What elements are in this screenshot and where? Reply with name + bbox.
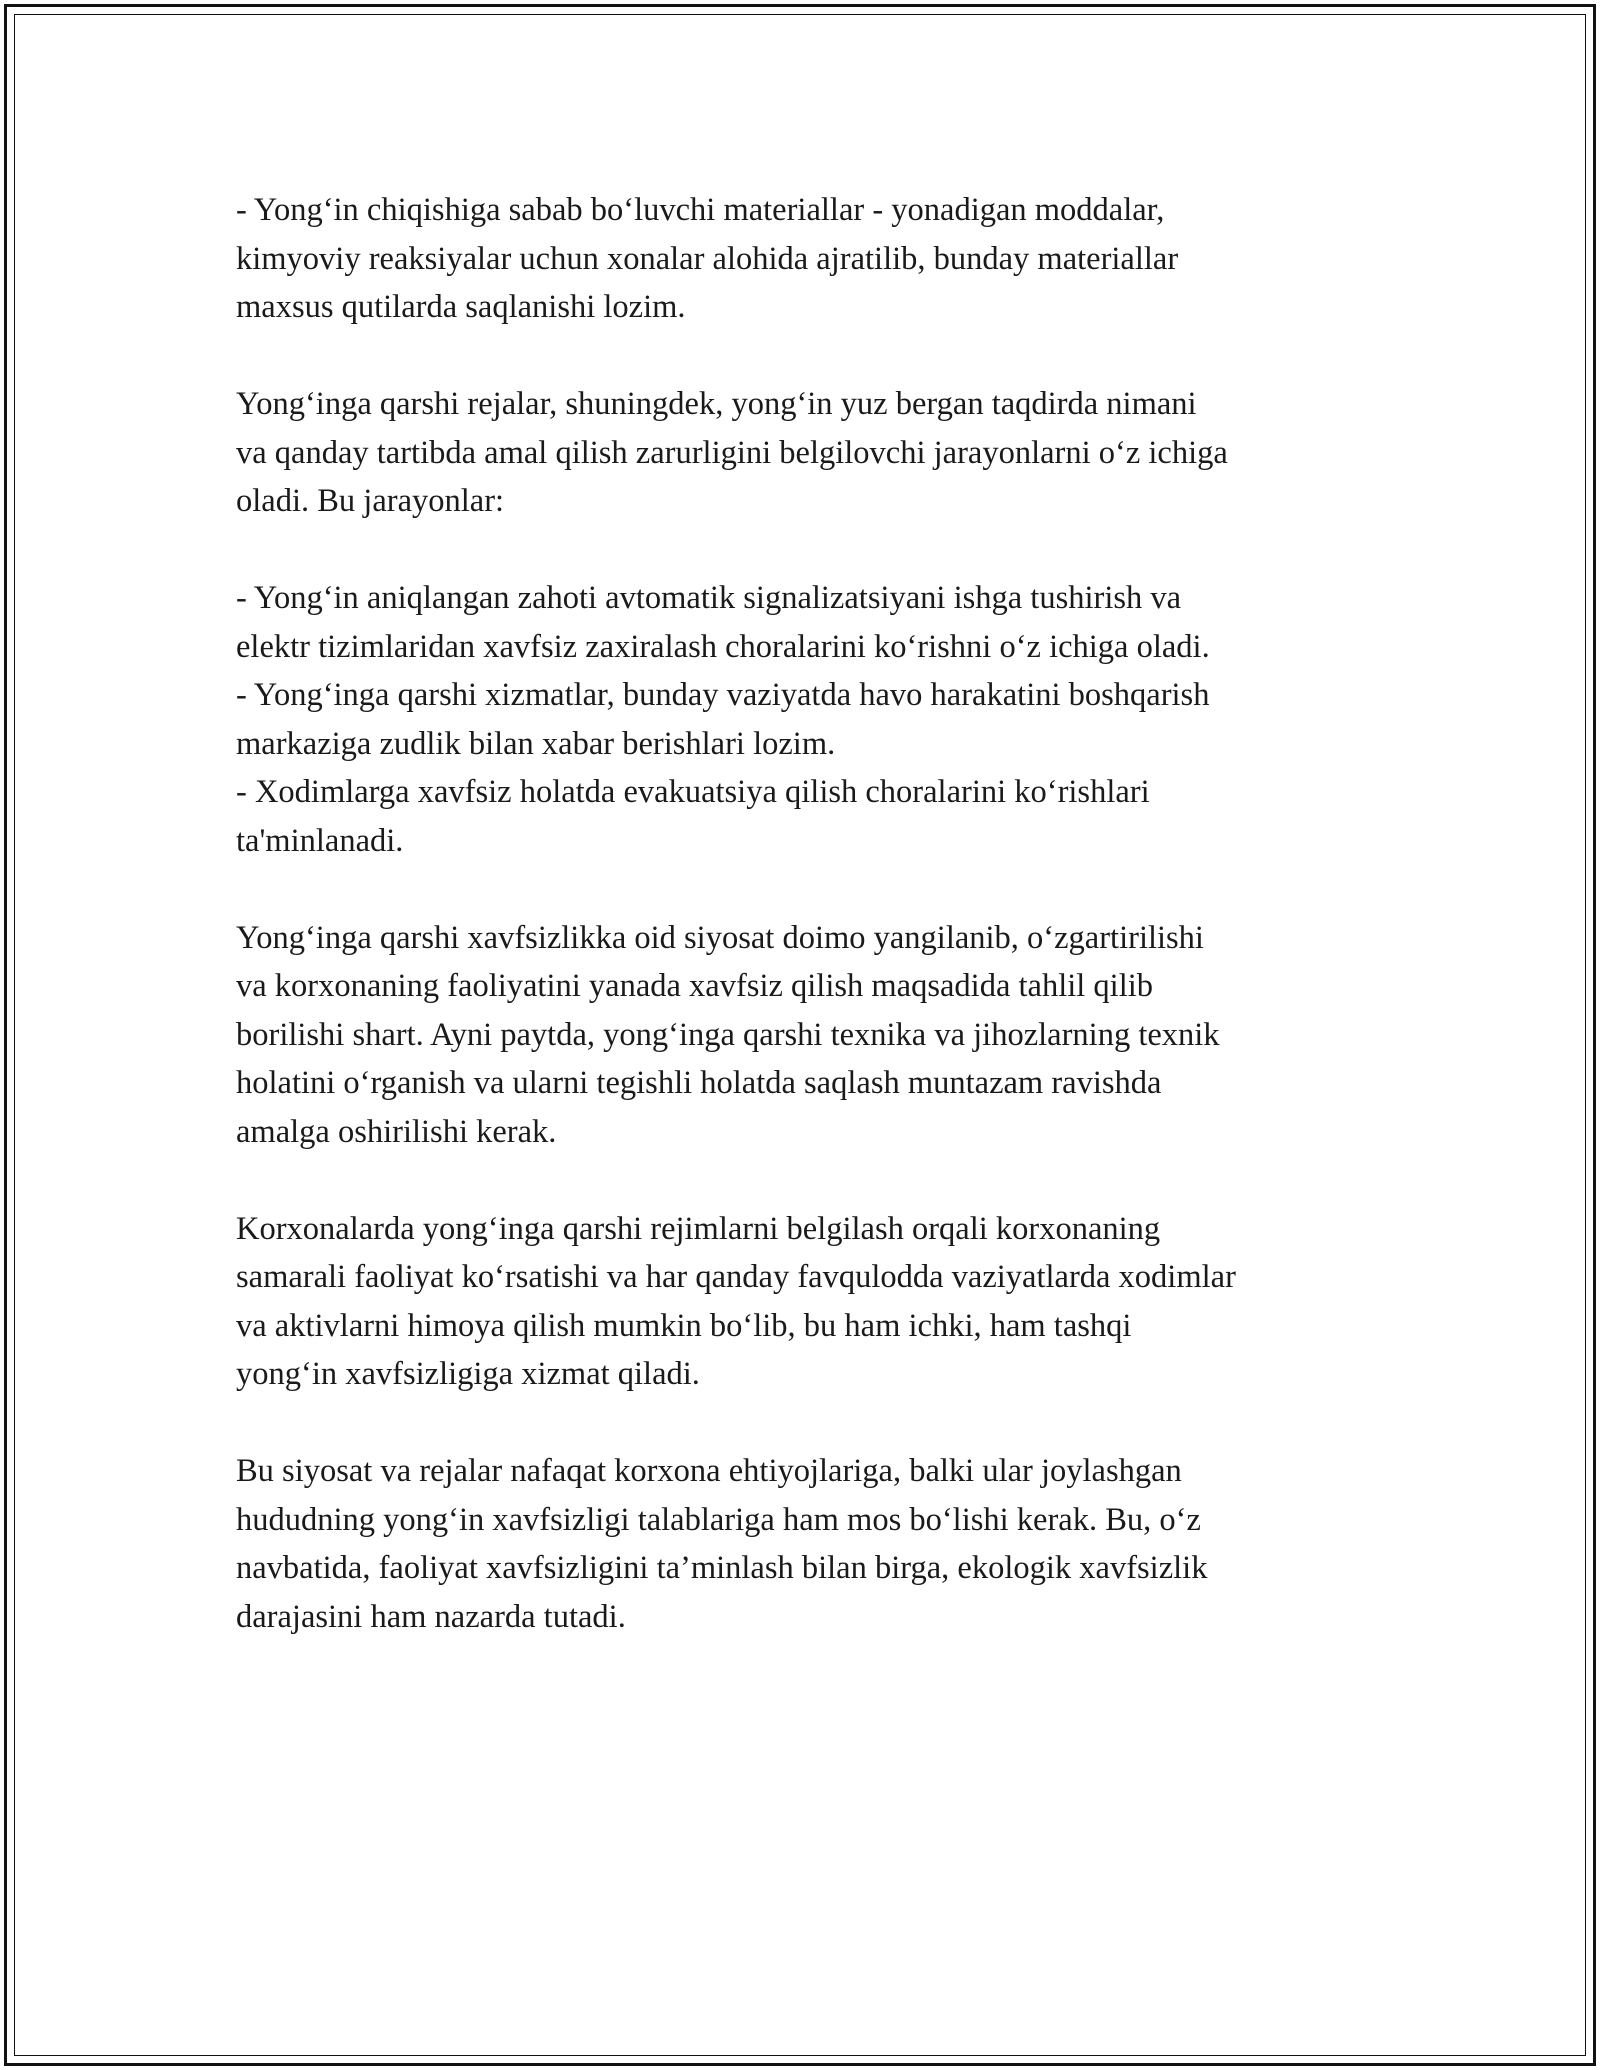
- text-line: elektr tizimlaridan xavfsiz zaxiralash choralarini ko‘rishni o‘z ichiga oladi.: [236, 628, 1210, 665]
- text-line: markaziga zudlik bilan xabar berishlari lozim.: [236, 725, 836, 762]
- text-line: oladi. Bu jarayonlar:: [236, 483, 505, 519]
- text-line: Yong‘inga qarshi rejalar, shuningdek, yong‘in yuz bergan taqdirda nimani: [236, 386, 1197, 422]
- text-line: amalga oshirilishi kerak.: [236, 1113, 557, 1150]
- text-line: va aktivlarni himoya qilish mumkin bo‘lib, bu ham ichki, ham tashqi: [236, 1307, 1132, 1344]
- text-line: holatini o‘rganish va ularni tegishli holatda saqlash muntazam ravishda: [236, 1065, 1162, 1101]
- text-line: ta'minlanadi.: [236, 822, 404, 859]
- text-line: - Yong‘inga qarshi xizmatlar, bunday vaziyatda havo harakatini boshqarish: [236, 677, 1210, 713]
- text-line: navbatida, faoliyat xavfsizligini ta’minlash bilan birga, ekologik xavfsizlik: [236, 1550, 1208, 1586]
- text-line: - Yong‘in chiqishiga sabab bo‘luvchi materiallar - yonadigan moddalar,: [236, 192, 1165, 228]
- text-line: samarali faoliyat ko‘rsatishi va har qanday favqulodda vaziyatlarda xodimlar: [236, 1259, 1236, 1295]
- text-line: - Yong‘in aniqlangan zahoti avtomatik signalizatsiyani ishga tushirish va: [236, 580, 1182, 616]
- text-line: va korxonaning faoliyatini yanada xavfsiz qilish maqsadida tahlil qilib: [236, 968, 1153, 1004]
- paragraph-regional-requirements: [236, 1447, 1386, 1641]
- document-body: [236, 186, 1386, 1690]
- text-line: hududning yong‘in xavfsizligi talablariga ham mos bo‘lishi kerak. Bu, o‘z: [236, 1501, 1201, 1538]
- paragraph-fire-plans: [236, 380, 1386, 526]
- text-line: - Xodimlarga xavfsiz holatda evakuatsiya qilish choralarini ko‘rishlari: [236, 774, 1150, 810]
- text-line: borilishi shart. Ayni paytda, yong‘inga qarshi texnika va jihozlarning texnik: [236, 1016, 1220, 1053]
- paragraph-fire-regimes: [236, 1205, 1386, 1399]
- text-line: va qanday tartibda amal qilish zarurligini belgilovchi jarayonlarni o‘z ichiga: [236, 434, 1228, 471]
- text-line: Yong‘inga qarshi xavfsizlikka oid siyosat doimo yangilanib, o‘zgartirilishi: [236, 919, 1204, 956]
- text-line: Korxonalarda yong‘inga qarshi rejimlarni belgilash orqali korxonaning: [236, 1210, 1161, 1247]
- text-line: maxsus qutilarda saqlanishi lozim.: [236, 289, 686, 325]
- text-line: kimyoviy reaksiyalar uchun xonalar alohida ajratilib, bunday materiallar: [236, 240, 1179, 277]
- text-line: yong‘in xavfsizligiga xizmat qiladi.: [236, 1356, 700, 1392]
- text-line: Bu siyosat va rejalar nafaqat korxona ehtiyojlariga, balki ular joylashgan: [236, 1453, 1182, 1489]
- paragraph-policy-updates: [236, 914, 1386, 1157]
- paragraph-procedures-list: [236, 574, 1386, 865]
- paragraph-materials: [236, 186, 1386, 332]
- text-line: darajasini ham nazarda tutadi.: [236, 1598, 626, 1635]
